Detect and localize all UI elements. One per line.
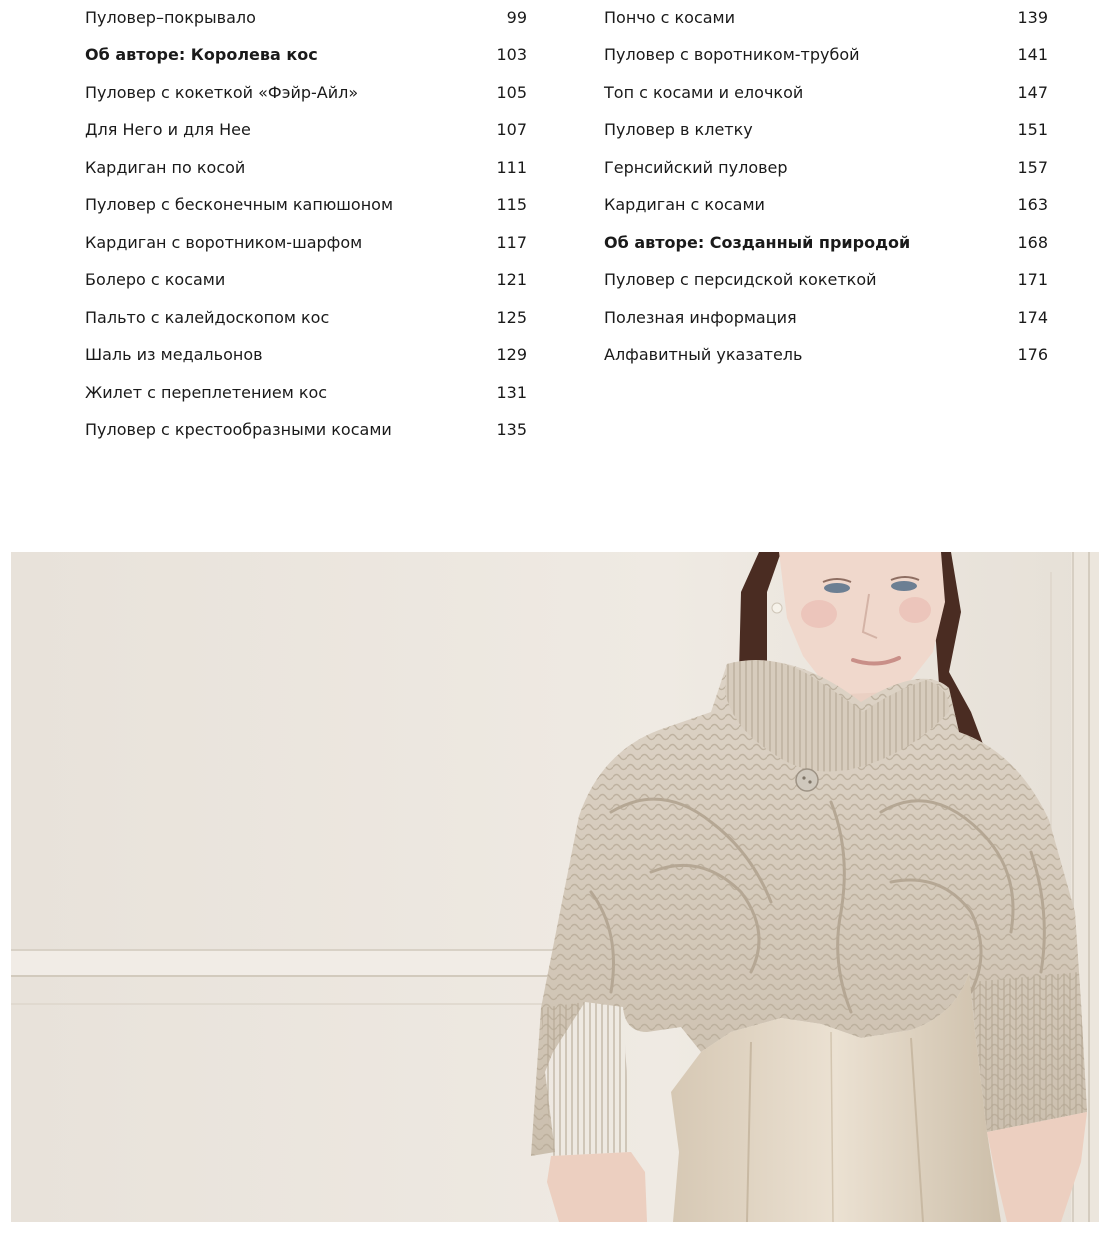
toc-entry[interactable] — [604, 6, 1048, 30]
toc-entry-title: Пуловер с персидской кокеткой — [604, 270, 877, 289]
toc-entry[interactable] — [85, 381, 527, 405]
toc-entry-page: 174 — [1017, 308, 1048, 327]
toc-entry-page: 107 — [496, 120, 527, 139]
toc-entry-page: 115 — [496, 195, 527, 214]
toc-entry-title: Гернсийский пуловер — [604, 158, 788, 177]
toc-entry-page: 139 — [1017, 8, 1048, 27]
toc-entry[interactable] — [85, 268, 527, 292]
toc-entry[interactable] — [604, 343, 1048, 367]
toc-entry-title: Полезная информация — [604, 308, 797, 327]
toc-entry-page: 99 — [506, 8, 527, 27]
toc-entry-page: 111 — [496, 158, 527, 177]
toc-entry-title: Кардиган с воротником-шарфом — [85, 233, 363, 252]
toc-entry-page: 125 — [496, 308, 527, 327]
toc-entry-title: Алфавитный указатель — [604, 345, 803, 364]
toc-entry[interactable] — [85, 306, 527, 330]
toc-entry-page: 135 — [496, 420, 527, 439]
toc-entry-page: 129 — [496, 345, 527, 364]
toc-entry-title: Пуловер с бесконечным капюшоном — [85, 195, 394, 214]
toc-entry-title: Жилет с переплетением кос — [85, 383, 328, 402]
toc-entry-page: 163 — [1017, 195, 1048, 214]
toc-entry-page: 117 — [496, 233, 527, 252]
toc-entry-page: 176 — [1017, 345, 1048, 364]
toc-entry[interactable] — [604, 231, 1048, 255]
toc-entry-page: 141 — [1017, 45, 1048, 64]
toc-entry[interactable] — [85, 6, 527, 30]
toc-entry[interactable] — [604, 43, 1048, 67]
toc-entry-title: Пуловер–покрывало — [85, 8, 256, 27]
toc-entry-title: Пуловер в клетку — [604, 120, 753, 139]
toc-entry-title: Шаль из медальонов — [85, 345, 263, 364]
toc-entry-title: Болеро с косами — [85, 270, 226, 289]
toc-entry-page: 171 — [1017, 270, 1048, 289]
toc-entry[interactable] — [85, 156, 527, 180]
toc-entry[interactable] — [85, 418, 527, 442]
toc-entry[interactable] — [85, 343, 527, 367]
toc-entry[interactable] — [604, 81, 1048, 105]
toc-entry-title: Об авторе: Королева кос — [85, 45, 318, 64]
toc-entry[interactable] — [604, 268, 1048, 292]
toc-entry-page: 103 — [496, 45, 527, 64]
toc-entry-page: 105 — [496, 83, 527, 102]
toc-entry[interactable] — [604, 118, 1048, 142]
toc-entry[interactable] — [85, 118, 527, 142]
toc-entry-page: 121 — [496, 270, 527, 289]
toc-entry-title: Для Него и для Нее — [85, 120, 251, 139]
toc-entry[interactable] — [604, 156, 1048, 180]
toc-entry-title: Кардиган по косой — [85, 158, 246, 177]
toc-entry-title: Об авторе: Созданный природой — [604, 233, 911, 252]
toc-entry[interactable] — [85, 81, 527, 105]
toc-entry-title: Пальто с калейдоскопом кос — [85, 308, 330, 327]
model-photo — [11, 552, 1099, 1222]
toc-entry[interactable] — [85, 231, 527, 255]
toc-entry-page: 168 — [1017, 233, 1048, 252]
toc-entry[interactable] — [604, 193, 1048, 217]
toc-entry-title: Топ с косами и елочкой — [604, 83, 804, 102]
toc-entry[interactable] — [85, 43, 527, 67]
toc-entry[interactable] — [604, 306, 1048, 330]
toc-entry[interactable] — [85, 193, 527, 217]
photo-illustration — [11, 552, 1099, 1222]
toc-entry-page: 147 — [1017, 83, 1048, 102]
toc-entry-title: Кардиган с косами — [604, 195, 765, 214]
toc-entry-title: Пуловер с воротником-трубой — [604, 45, 860, 64]
toc-entry-title: Пуловер с крестообразными косами — [85, 420, 392, 439]
toc-entry-title: Пончо с косами — [604, 8, 736, 27]
toc-entry-page: 131 — [496, 383, 527, 402]
toc-entry-page: 157 — [1017, 158, 1048, 177]
toc-entry-page: 151 — [1017, 120, 1048, 139]
toc-entry-title: Пуловер с кокеткой «Фэйр-Айл» — [85, 83, 359, 102]
